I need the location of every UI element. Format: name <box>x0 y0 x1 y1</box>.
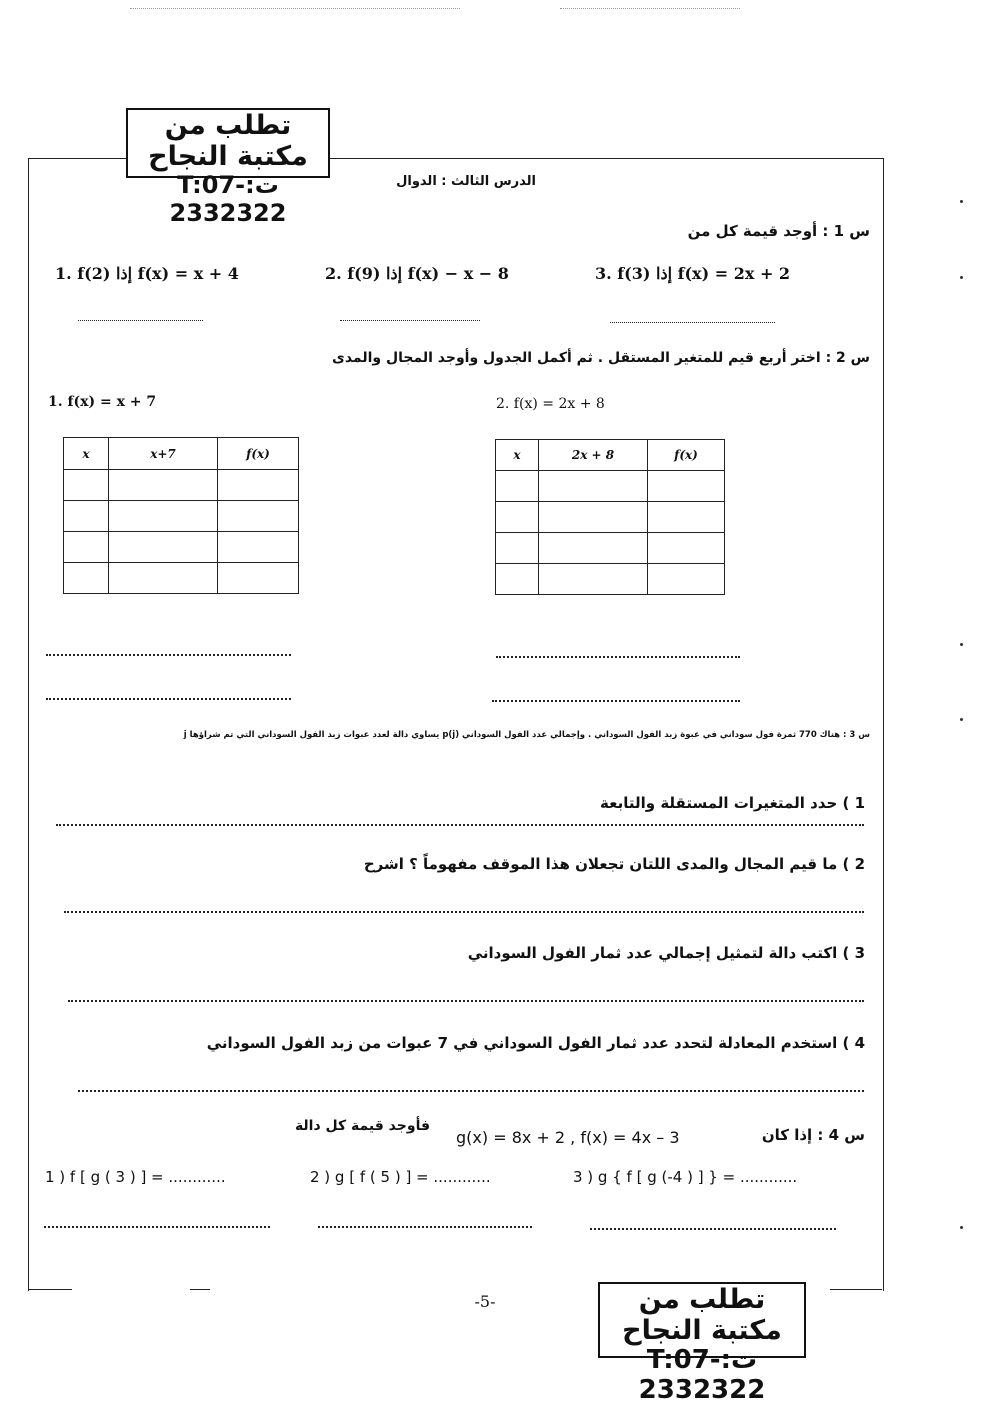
table-cell[interactable] <box>64 470 109 501</box>
answer-line <box>496 656 740 658</box>
scan-speck <box>960 276 963 279</box>
library-stamp-bottom <box>598 1282 806 1405</box>
q3-part-4: 4 ) استخدم المعادلة لتحدد عدد ثمار الفول السوداني في 7 عبوات من زبد الفول السوداني <box>206 1034 865 1052</box>
stamp-line2: ت:T:07-2332322 <box>638 1345 766 1405</box>
frame-bottom-segment <box>830 1289 882 1290</box>
q2-table-2 <box>495 439 725 595</box>
table-cell[interactable] <box>64 532 109 563</box>
q3-part-2: 2 ) ما قيم المجال والمدى اللتان تجعلان هذا الموقف مفهوماً ؟ اشرح <box>363 855 865 873</box>
q4-item-1: 1 ) f [ g ( 3 ) ] = ............ <box>45 1168 226 1186</box>
table-header: x <box>496 440 539 471</box>
table-cell[interactable] <box>539 471 648 502</box>
lesson-title: الدرس الثالث : الدوال <box>396 174 536 189</box>
scan-speck <box>960 643 963 646</box>
q4-label: س 4 : إذا كان <box>761 1126 865 1144</box>
q4-item-2: 2 ) g [ f ( 5 ) ] = ............ <box>310 1168 491 1186</box>
table-cell[interactable] <box>109 563 218 594</box>
scan-artifact-line <box>130 8 460 9</box>
table-cell[interactable] <box>496 533 539 564</box>
table-header: f(x) <box>218 438 299 470</box>
answer-line <box>46 654 291 656</box>
q1-item-1: 1. f(2) إذا f(x) = x + 4 <box>55 264 239 283</box>
table-cell[interactable] <box>218 470 299 501</box>
q2-label: س 2 : اختر أربع قيم للمتغير المستقل . ثم أكمل الجدول وأوجد المجال والمدى <box>332 350 870 366</box>
answer-line <box>44 1226 270 1228</box>
answer-line <box>340 320 480 321</box>
answer-line <box>492 700 740 702</box>
table-cell[interactable] <box>539 502 648 533</box>
stamp-line2: ت:T:07-2332322 <box>169 171 287 227</box>
table-header: 2x + 8 <box>539 440 648 471</box>
q4-instruction: فأوجد قيمة كل دالة <box>294 1118 430 1134</box>
table-cell[interactable] <box>496 502 539 533</box>
table-cell[interactable] <box>648 533 725 564</box>
table-cell[interactable] <box>648 564 725 595</box>
table-header: x+7 <box>109 438 218 470</box>
answer-line <box>68 1000 864 1002</box>
answer-line <box>56 824 864 826</box>
table-cell[interactable] <box>539 564 648 595</box>
q4-given: g(x) = 8x + 2 , f(x) = 4x – 3 <box>456 1128 680 1147</box>
table-cell[interactable] <box>539 533 648 564</box>
scan-speck <box>960 718 963 721</box>
answer-line <box>46 698 291 700</box>
table-cell[interactable] <box>64 563 109 594</box>
table-cell[interactable] <box>648 502 725 533</box>
page-number: -5- <box>474 1292 496 1311</box>
scan-speck <box>960 200 963 203</box>
table-cell[interactable] <box>218 501 299 532</box>
q2-function-2: 2. f(x) = 2x + 8 <box>496 396 605 412</box>
table-cell[interactable] <box>496 564 539 595</box>
scan-speck <box>960 1226 963 1229</box>
q1-label: س 1 : أوجد قيمة كل من <box>687 222 870 240</box>
table-header: f(x) <box>648 440 725 471</box>
table-cell[interactable] <box>109 470 218 501</box>
q1-item-2: 2. f(9) إذا f(x) − x − 8 <box>325 264 509 283</box>
frame-bottom-segment <box>190 1289 210 1290</box>
q3-part-1: 1 ) حدد المتغيرات المستقلة والتابعة <box>600 794 865 812</box>
answer-line <box>78 1090 864 1092</box>
answer-line <box>64 911 864 913</box>
table-cell[interactable] <box>648 471 725 502</box>
q2-table-1 <box>63 437 299 594</box>
table-cell[interactable] <box>109 532 218 563</box>
table-cell[interactable] <box>64 501 109 532</box>
q2-function-1: 1. f(x) = x + 7 <box>48 394 157 410</box>
answer-line <box>78 320 203 321</box>
table-cell[interactable] <box>218 532 299 563</box>
frame-bottom-segment <box>28 1289 72 1290</box>
answer-line <box>318 1226 532 1228</box>
table-cell[interactable] <box>109 501 218 532</box>
q1-item-3: 3. f(3) إذا f(x) = 2x + 2 <box>595 264 791 283</box>
table-header: x <box>64 438 109 470</box>
scan-artifact-line <box>560 8 740 9</box>
answer-line <box>610 322 775 323</box>
answer-line <box>590 1228 836 1230</box>
page-frame <box>28 158 884 1291</box>
stamp-line1: تطلب من مكتبة النجاح <box>622 1284 782 1347</box>
q4-item-3: 3 ) g { f [ g (-4 ) ] } = ............ <box>573 1168 798 1186</box>
q3-label: س 3 : هناك 770 ثمرة فول سوداني في عبوة زبد الفول السوداني . وإجمالي عدد الفول السوداني p(j) يساوي دالة لعدد عبوات زبد الفول السوداني التي تم شراؤها j <box>183 730 870 740</box>
stamp-line1: تطلب من مكتبة النجاح <box>148 110 308 173</box>
q3-part-3: 3 ) اكتب دالة لتمثيل إجمالي عدد ثمار الفول السوداني <box>467 944 865 962</box>
library-stamp-top <box>126 108 330 227</box>
table-cell[interactable] <box>218 563 299 594</box>
table-cell[interactable] <box>496 471 539 502</box>
